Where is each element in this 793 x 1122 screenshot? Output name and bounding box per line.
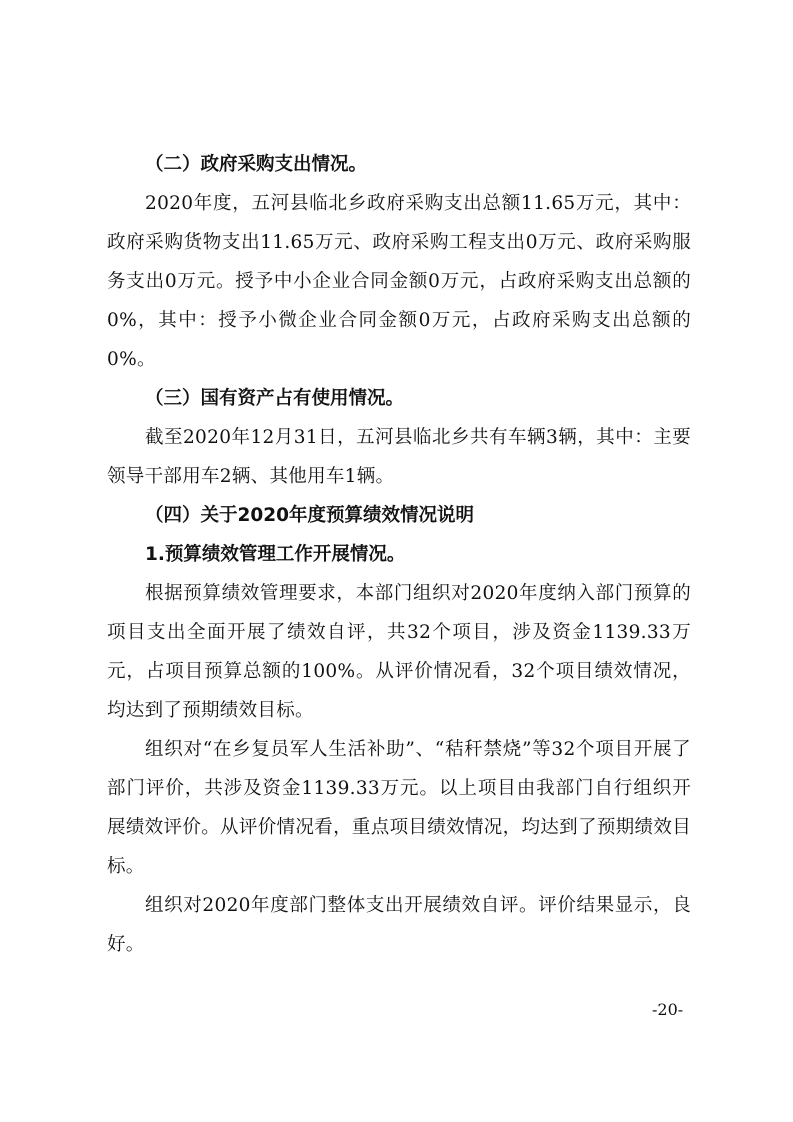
section-heading-procurement: （二）政府采购支出情况。	[145, 154, 368, 175]
page-number: -20-	[652, 1000, 684, 1019]
subsection-heading-performance-management: 1.预算绩效管理工作开展情况。	[145, 544, 406, 565]
section-heading-performance: （四）关于2020年度预算绩效情况说明	[145, 505, 474, 526]
paragraph-overall-evaluation: 组织对2020年度部门整体支出开展绩效自评。评价结果显示，良好。	[107, 895, 691, 955]
paragraph-procurement: 2020年度，五河县临北乡政府采购支出总额11.65万元，其中：政府采购货物支出11.65万元、政府采购工程支出0万元、政府采购服务支出0万元。授予中小企业合同金额0万元，占政府采购支出总额的0%，其中：授予小微企业合同金额0万元，占政府采购支出总额的0%。	[107, 193, 691, 370]
paragraph-self-evaluation: 根据预算绩效管理要求，本部门组织对2020年度纳入部门预算的项目支出全面开展了绩效自评，共32个项目，涉及资金1139.33万元，占项目预算总额的100%。从评价情况看，32个项目绩效情况，均达到了预期绩效目标。	[107, 583, 691, 721]
section-heading-assets: （三）国有资产占有使用情况。	[145, 388, 405, 409]
paragraph-assets: 截至2020年12月31日，五河县临北乡共有车辆3辆，其中：主要领导干部用车2辆、其他用车1辆。	[107, 427, 691, 487]
paragraph-department-evaluation: 组织对“在乡复员军人生活补助”、“秸秆禁烧”等32个项目开展了部门评价，共涉及资金1139.33万元。以上项目由我部门自行组织开展绩效评价。从评价情况看，重点项目绩效情况，均达到了预期绩效目标。	[107, 739, 691, 877]
document-body	[107, 145, 691, 964]
